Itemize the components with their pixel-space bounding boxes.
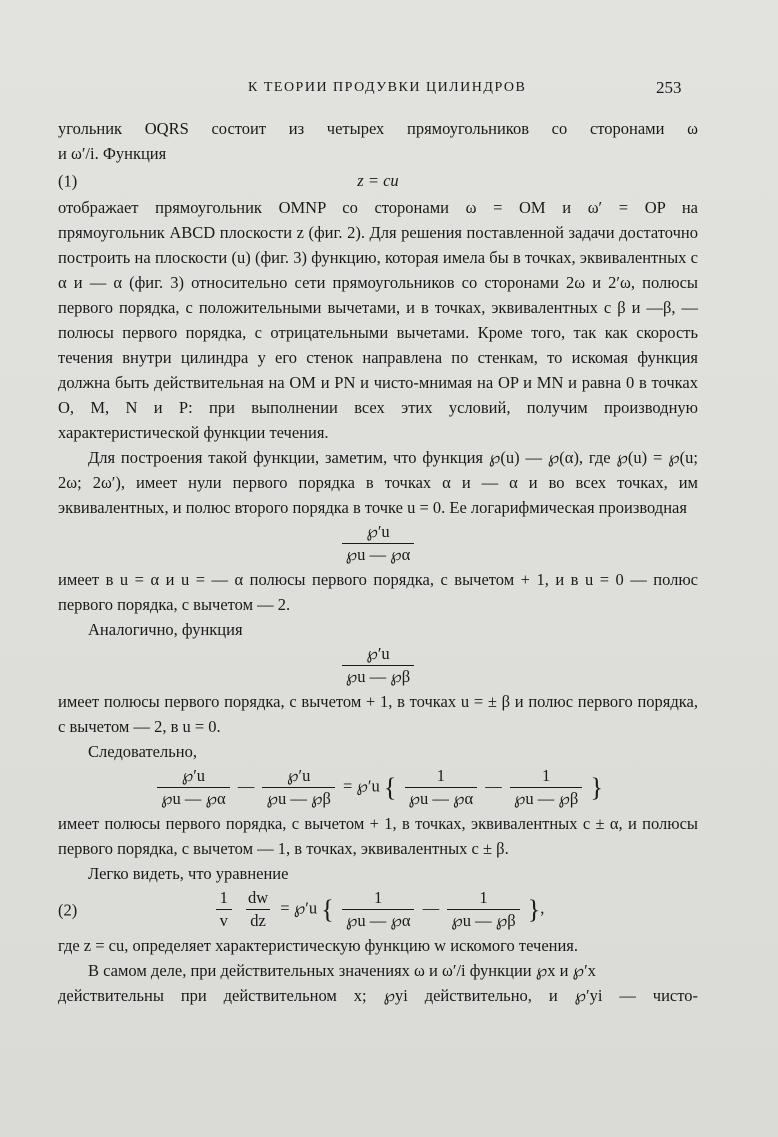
eq2-coef-num: 1 [219,888,228,907]
eq3-right-brace: } [590,773,603,802]
fraction-1-numerator: ℘′u [366,522,390,541]
eq2-comma: , [540,898,545,918]
equation-2 [58,888,698,931]
eq2-c-num: 1 [374,888,383,907]
equation-3 [58,766,698,809]
eq2-inner-minus: — [422,898,440,918]
eq3-c-den: ℘u — ℘α [405,787,478,809]
paragraph-11-line-2: действительны при действительном x; ℘yi действительно, и ℘′yi — чисто- [58,986,698,1005]
equation-1-number: (1) [58,171,78,190]
eq3-inner-minus: — [485,776,502,796]
eq2-d-den: ℘u — ℘β [447,909,519,931]
paragraph-9: Легко видеть, что уравнение [88,864,289,883]
paragraph-10: где z = cu, определяет характеристическую функцию w искомого течения. [58,936,579,955]
paragraph-2-line-1: отображает прямоугольник OMNP со сторонами ω = OM и ω′ = OP на [58,198,698,217]
paragraph-2: прямоугольник ABCD плоскости z (фиг. 2). Для решения поставленной задачи достаточно построить на плоскости (u) (фиг. 3) функцию, которая имела бы в точках, эквивалентных с α и — α (фиг. 3) относительно сети прямоугольников со сторонами 2ω и 2′ω, полюсы первого порядка, с положительными вычетами, и в точках, эквивалентных с β и —β, — полюсы первого порядка, с отрицательными вычетами. Кроме того, так как скорость течения внутри цилиндра у его стенок направлена по стенкам, то искомая функция должна быть действительная на OM и PN и чисто-мнимая на OP и MN и равна 0 в точках O, M, N и P: при выполнении всех этих условий, получим производную характеристической функции течения. [58,223,698,442]
eq2-right-brace: } [527,895,541,924]
eq3-b-den: ℘u — ℘β [262,787,334,809]
eq3-d-num: 1 [542,766,551,785]
paragraph-11-line-1: В самом деле, при действительных значениях ω и ω′/i функции ℘x и ℘′x [88,961,596,980]
eq3-left-brace: { [383,773,397,802]
eq3-a-den: ℘u — ℘α [157,787,230,809]
body-text [58,116,698,1008]
fraction-2 [58,644,698,687]
paragraph-7: Следовательно, [88,742,197,761]
paragraph-1-line-2: и ω′/i. Функция [58,144,167,163]
eq2-d-num: 1 [479,888,488,907]
paragraph-5: Аналогично, функция [88,620,243,639]
paragraph-8: имеет полюсы первого порядка, с вычетом + 1, в точках, эквивалентных с ± α, и полюсы первого порядка, с вычетом — 1, в точках, эквивалентных с ± β. [58,814,698,858]
paragraph-3: Для построения такой функции, заметим, что функция ℘(u) — ℘(α), где ℘(u) = ℘(u; 2ω; 2ω′), имеет нули первого порядка в точках α и — α и во всех точках, им эквивалентных, и полюс второго порядка в точке u = 0. Ее логарифмическая производная [58,448,698,517]
eq3-minus: — [237,776,255,796]
eq3-d-den: ℘u — ℘β [510,787,582,809]
paragraph-1-line-1: угольник OQRS состоит из четырех прямоугольников со сторонами ω [58,119,698,138]
equation-1-body: z = cu [357,171,399,190]
running-title: К ТЕОРИИ ПРОДУВКИ ЦИЛИНДРОВ [248,80,527,95]
fraction-2-numerator: ℘′u [366,644,390,663]
eq3-a-num: ℘′u [181,766,206,785]
equation-2-number: (2) [58,900,78,919]
eq2-dz: dz [246,909,270,931]
eq3-equals: = ℘′u [342,776,380,796]
eq2-left-brace: { [321,895,334,924]
eq2-dw: dw [248,888,269,907]
fraction-2-denominator: ℘u — ℘β [342,665,414,687]
equation-1 [58,168,698,193]
eq2-c-den: ℘u — ℘α [342,909,415,931]
eq2-coef-den: v [216,909,232,931]
eq3-b-num: ℘′u [286,766,311,785]
paragraph-4: имеет в u = α и u = — α полюсы первого порядка, с вычетом + 1, и в u = 0 — полюс первого порядка, с вычетом — 2. [58,570,698,614]
fraction-1 [58,522,698,565]
eq3-c-num: 1 [436,766,445,785]
paragraph-6: имеет полюсы первого порядка, с вычетом + 1, в точках u = ± β и полюс первого порядка, с вычетом — 2, в u = 0. [58,692,698,736]
fraction-1-denominator: ℘u — ℘α [342,543,415,565]
eq2-equals: = ℘′u [280,898,318,918]
page-number: 253 [656,78,682,97]
